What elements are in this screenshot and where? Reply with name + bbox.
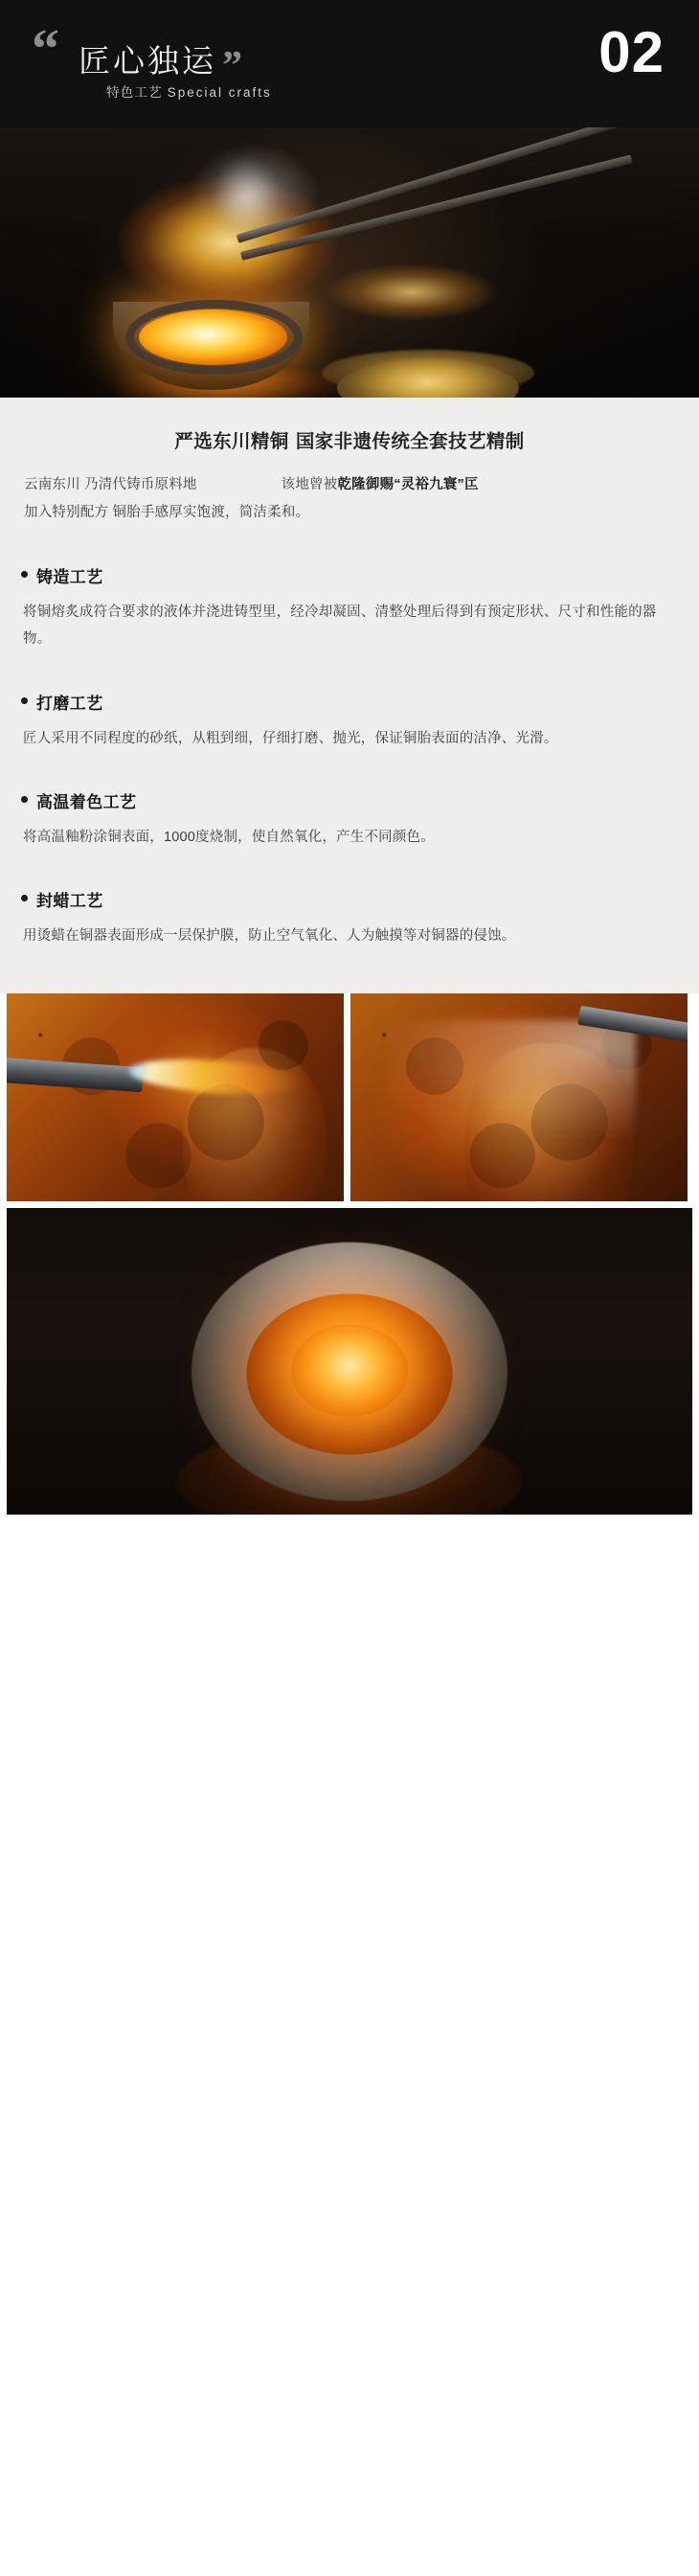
intro-line1-a: 云南东川 乃清代铸币原料地 [24, 477, 197, 492]
glaze-powder-spray-photo [350, 993, 688, 1201]
intro-line1-b: 该地曾被 [281, 477, 338, 492]
kiln-firing-photo [7, 1208, 692, 1515]
craft-title-4-text: 封蜡工艺 [36, 892, 103, 912]
craft-text-2: 匠人采用不同程度的砂纸，从粗到细，仔细打磨、抛光，保证铜胎表面的洁净、光滑。 [23, 730, 558, 746]
craft-section-1 [21, 563, 678, 653]
quote-open-icon: “ [32, 17, 56, 80]
craft-title-2 [21, 690, 678, 714]
craft-title-3-text: 高温着色工艺 [36, 792, 137, 812]
page-subtitle [106, 81, 272, 101]
page-subtitle-cn: 特色工艺 [106, 85, 163, 100]
molten-copper-pour-photo [0, 127, 699, 398]
glaze-texture [7, 993, 344, 1201]
smoke-plume-inner [188, 145, 303, 250]
section-header [0, 0, 699, 127]
bullet-dot-icon [21, 571, 28, 578]
craft-title-3 [21, 788, 678, 812]
bullet-dot-icon [21, 796, 28, 803]
craft-title-1-text: 铸造工艺 [36, 568, 103, 587]
photo-row-top [0, 993, 699, 1201]
craft-text-4: 用烫蜡在铜器表面形成一层保护膜，防止空气氧化、人为触摸等对铜器的侵蚀。 [23, 928, 516, 945]
bullet-dot-icon [21, 697, 28, 704]
craft-text-3: 将高温釉粉涂铜表面，1000度烧制，使自然氧化，产生不同颜色。 [23, 829, 435, 845]
intro-line2: 加入特别配方 铜胎手感厚实饱渡，简洁柔和。 [24, 505, 310, 520]
intro-line1-bold: 乾隆御赐“灵裕九寰”匞 [337, 477, 479, 492]
craft-section-2 [21, 690, 678, 752]
craft-text-1: 将铜熔炙成符合要求的液体并浇进铸型里，经冷却凝固、清整处理后得到有预定形状、尺寸和性能的器物。 [23, 604, 657, 648]
torch-heating-photo [7, 993, 344, 1201]
page-subtitle-en: Special crafts [167, 85, 272, 100]
craft-title-4 [21, 887, 678, 911]
kiln-glow-core [291, 1325, 408, 1417]
section-number: 02 [598, 20, 665, 84]
craft-section-4 [21, 887, 678, 949]
intro-paragraph [24, 471, 678, 527]
page-title: 匠心独运 [79, 42, 216, 80]
bullet-dot-icon [21, 895, 28, 901]
section-body [0, 398, 699, 993]
crucible-rim [125, 300, 303, 375]
photo-gallery [0, 993, 699, 1515]
quote-close-icon: ” [222, 44, 239, 88]
lead-headline: 严选东川精铜 国家非遗传统全套技艺精制 [174, 430, 525, 452]
craft-title-1 [21, 563, 678, 587]
powder-spray-cloud [387, 1020, 636, 1135]
craft-title-2-text: 打磨工艺 [36, 694, 103, 714]
craft-section-3 [21, 788, 678, 851]
